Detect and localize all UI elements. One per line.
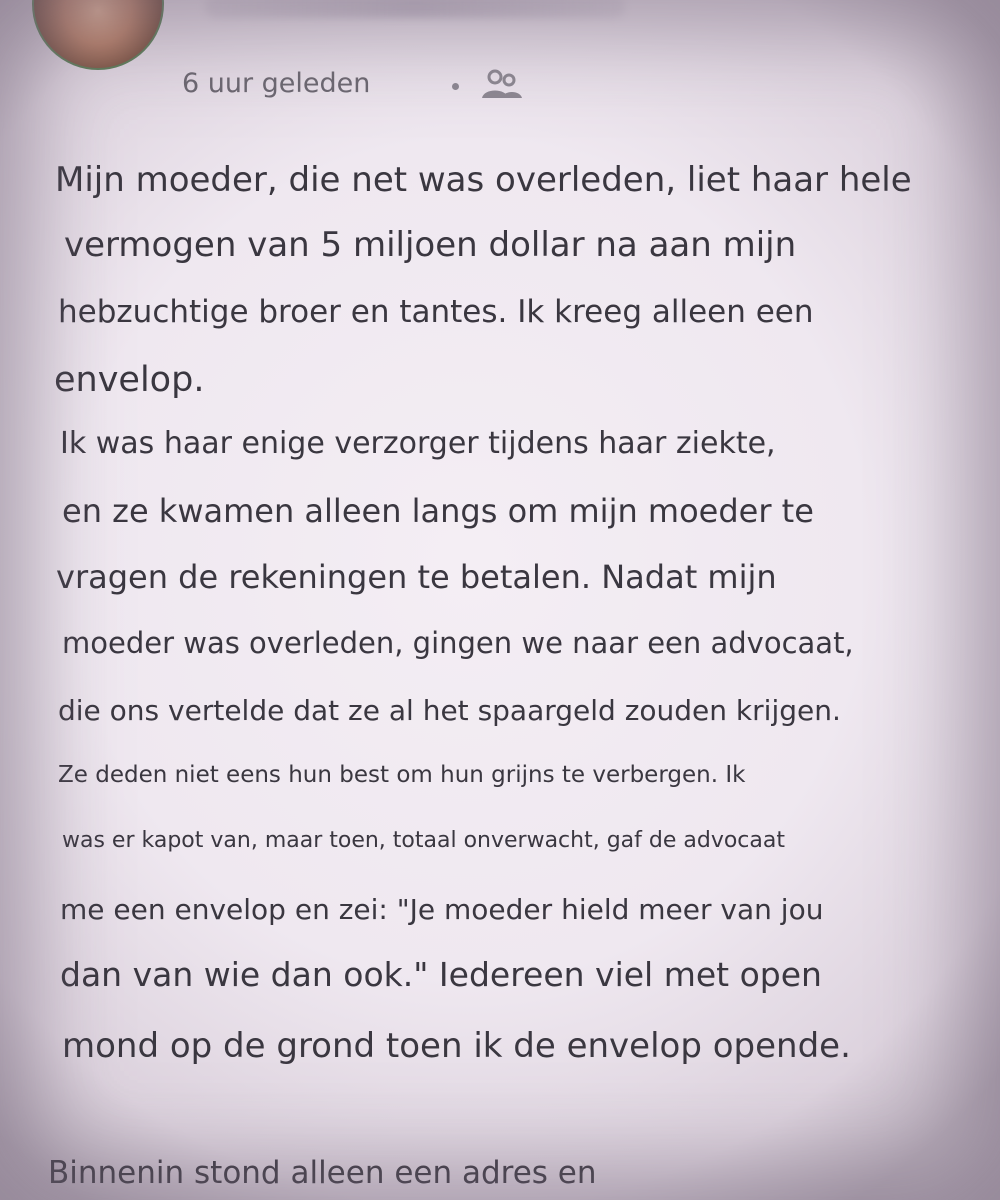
post-text-line: Ze deden niet eens hun best om hun grijns te verbergen. Ik [58,762,746,788]
post-text-line: Binnenin stond alleen een adres en [48,1155,597,1191]
post-text-line: vermogen van 5 miljoen dollar na aan mijn [64,225,797,265]
post-text-line: en ze kwamen alleen langs om mijn moeder te [62,492,814,530]
post-text-line: die ons vertelde dat ze al het spaargeld zouden krijgen. [58,694,841,727]
post-text-line: dan van wie dan ook." Iedereen viel met open [60,955,822,994]
post-text-line: moeder was overleden, gingen we naar een advocaat, [62,626,854,660]
post-text-line: hebzuchtige broer en tantes. Ik kreeg alleen een [58,294,814,330]
post-timestamp[interactable]: 6 uur geleden [182,68,371,99]
post-text-line: mond op de grond toen ik de envelop opende. [62,1026,851,1066]
post-text-line: vragen de rekeningen te betalen. Nadat mijn [56,558,777,596]
post-text-line: was er kapot van, maar toen, totaal onverwacht, gaf de advocaat [62,828,785,853]
post-text-line: Ik was haar enige verzorger tijdens haar ziekte, [60,426,776,461]
post-text-line: me een envelop en zei: "Je moeder hield meer van jou [60,893,824,926]
post-text-line: envelop. [54,360,205,400]
post-text-line: Mijn moeder, die net was overleden, liet haar hele [55,160,912,200]
